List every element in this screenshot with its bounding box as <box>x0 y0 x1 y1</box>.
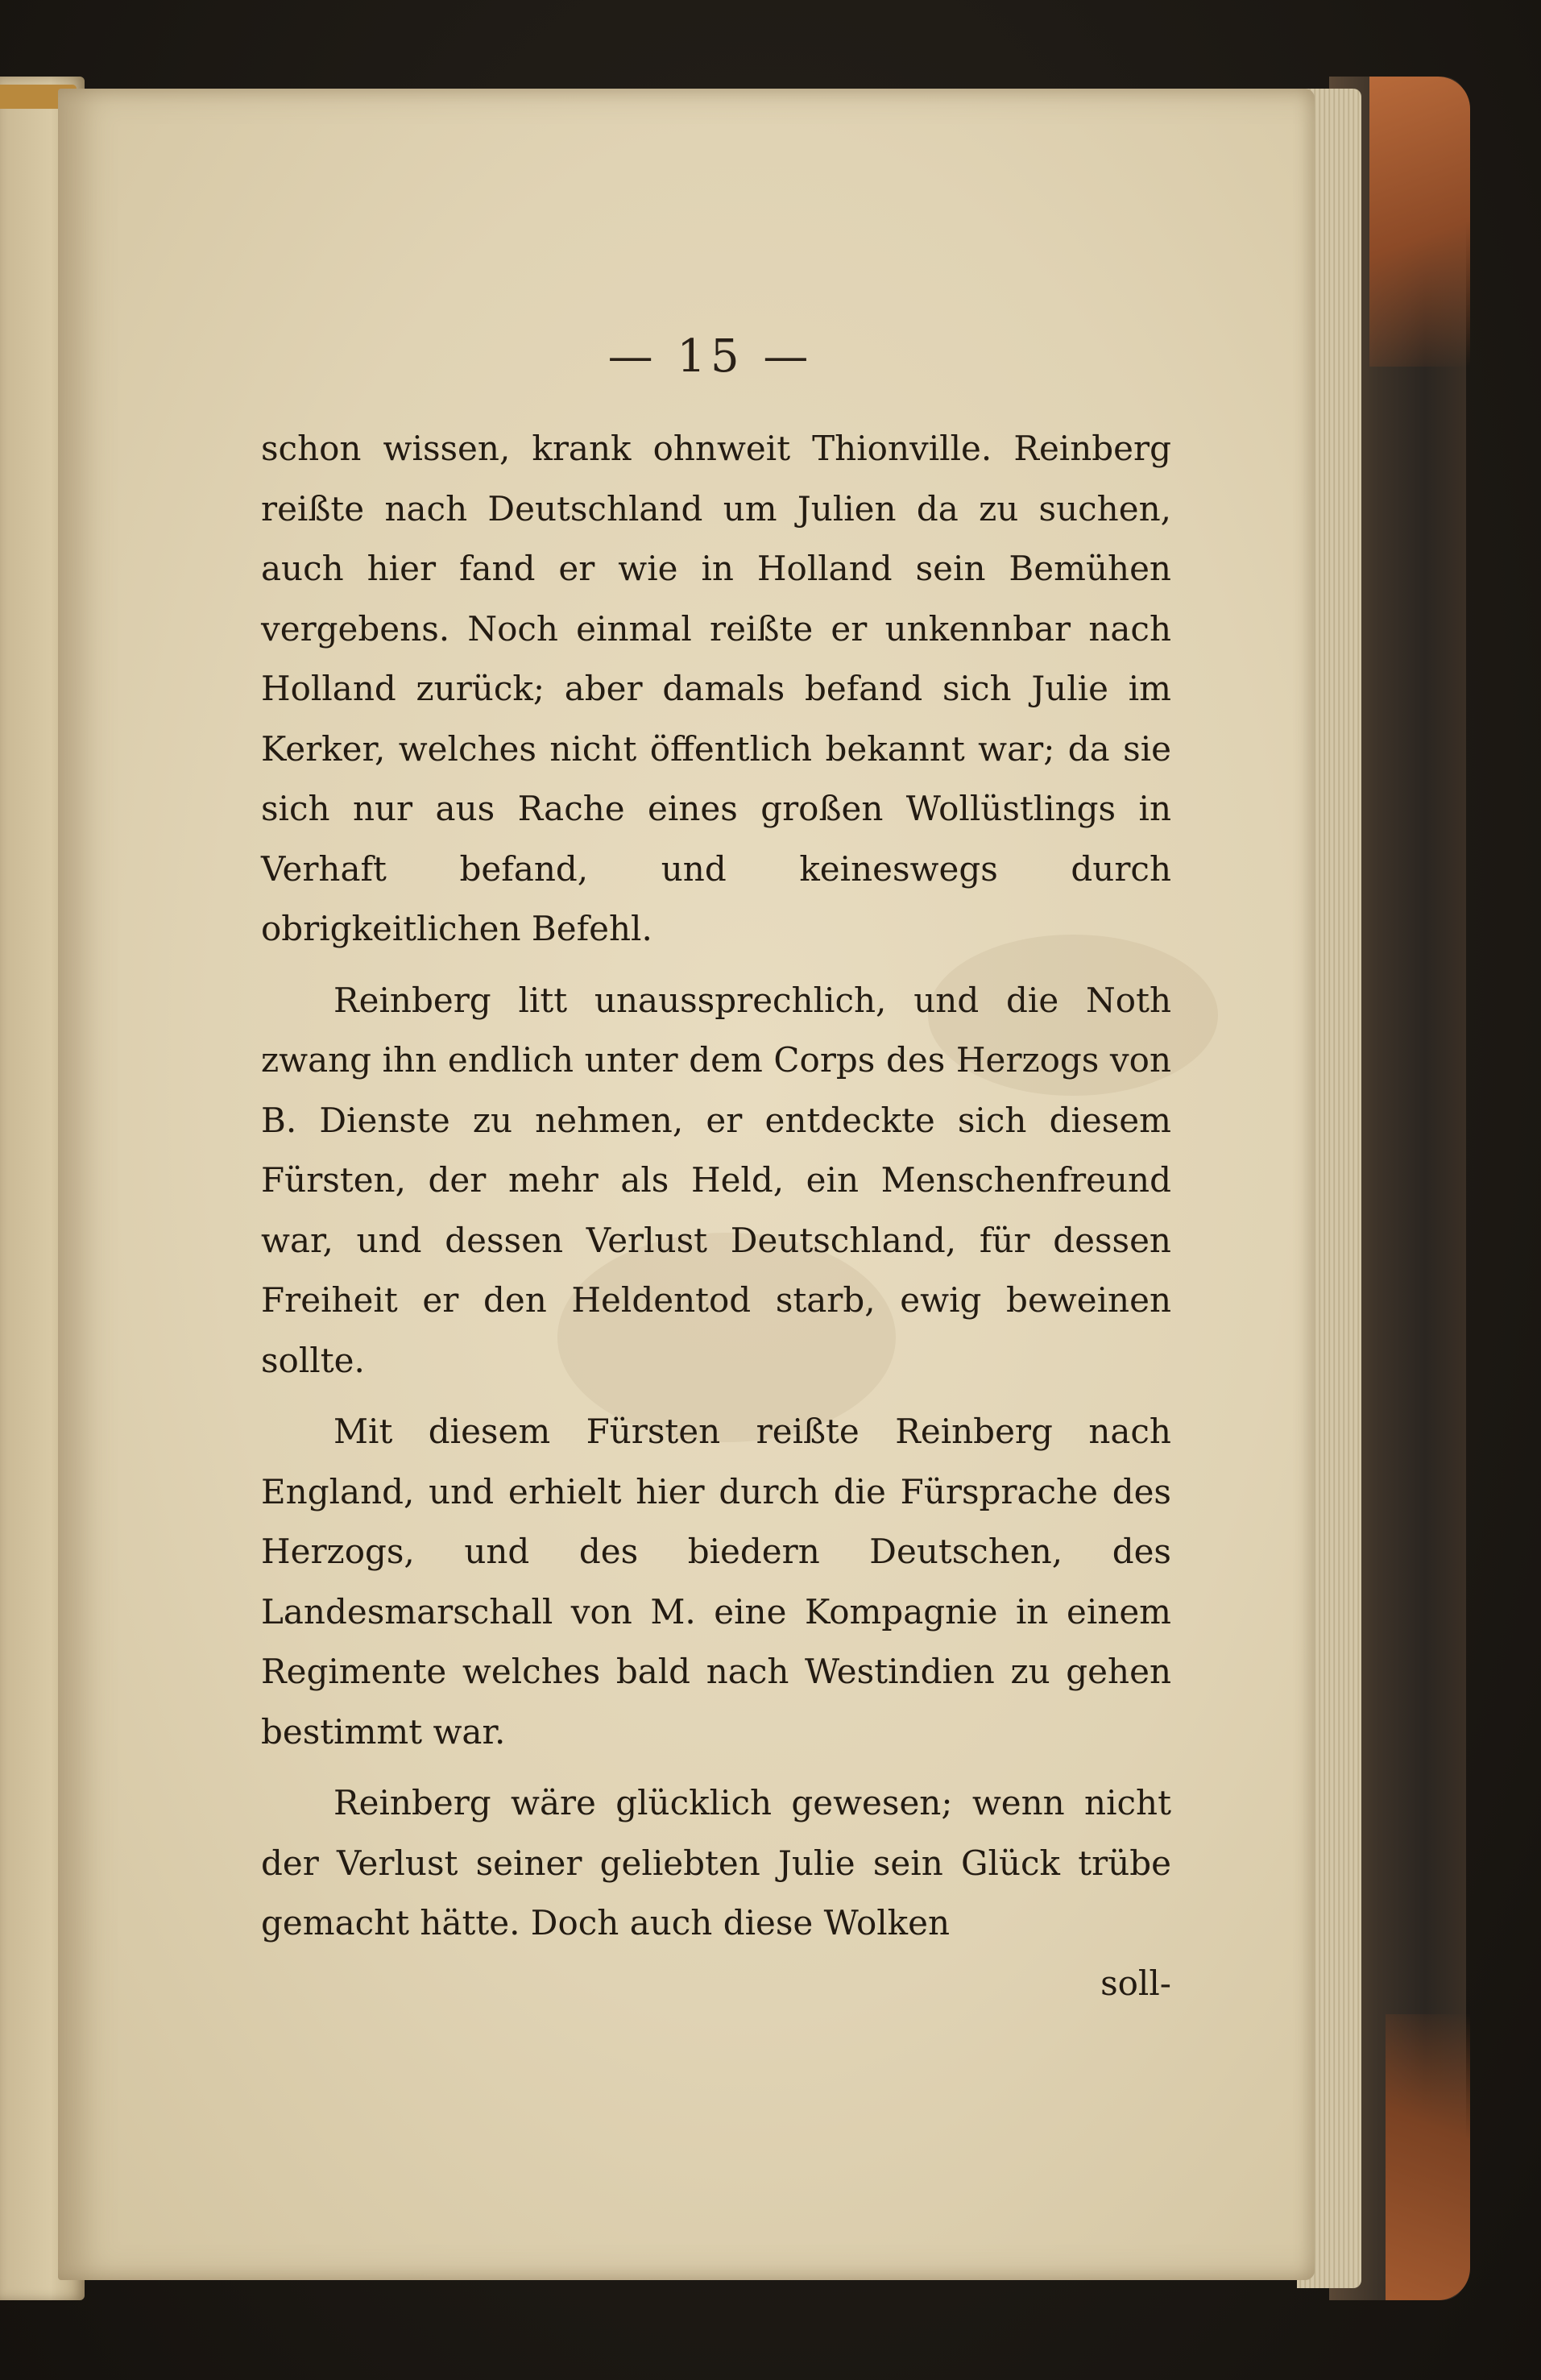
catchword: soll- <box>1100 1963 1171 2003</box>
paragraph: schon wissen, krank ohnweit Thionville. Reinberg reißte nach Deutschland um Julien da zu suchen, auch hier fand er wie in Holland sein Bemühen vergebens. Noch einmal reißte er unkennbar nach Holland zurück; aber damals befand sich Julie im Kerker, welches nicht öffentlich bekannt war; da sie sich nur aus Rache eines großen Wollüstlings in Verhaft befand, und keineswegs durch obrigkeitlichen Befehl. <box>261 429 1171 948</box>
paragraph: Reinberg litt unaussprechlich, und die Noth zwang ihn endlich unter dem Corps des Herzogs von B. Dienste zu nehmen, er entdeckte sich diesem Fürsten, der mehr als Held, ein Menschenfreund war, und dessen Verlust Deutschland, für dessen Freiheit er den Heldentod starb, ewig beweinen sollte. <box>261 980 1171 1380</box>
page-number: — 15 — <box>607 330 814 383</box>
body-text <box>261 419 1171 2013</box>
book-page <box>58 89 1315 2280</box>
paragraph: Reinberg wäre glücklich gewesen; wenn nicht der Verlust seiner geliebten Julie sein Glück trübe gemacht hätte. Doch auch diese Wolken <box>261 1783 1171 1943</box>
leather-corner-top <box>1369 77 1470 367</box>
leather-corner-bottom <box>1386 2014 1470 2300</box>
paragraph: Mit diesem Fürsten reißte Reinberg nach England, und erhielt hier durch die Fürsprache des Herzogs, und des biedern Deutschen, des Landesmarschall von M. eine Kompagnie in einem Regimente welches bald nach Westindien zu gehen bestimmt war. <box>261 1412 1171 1752</box>
